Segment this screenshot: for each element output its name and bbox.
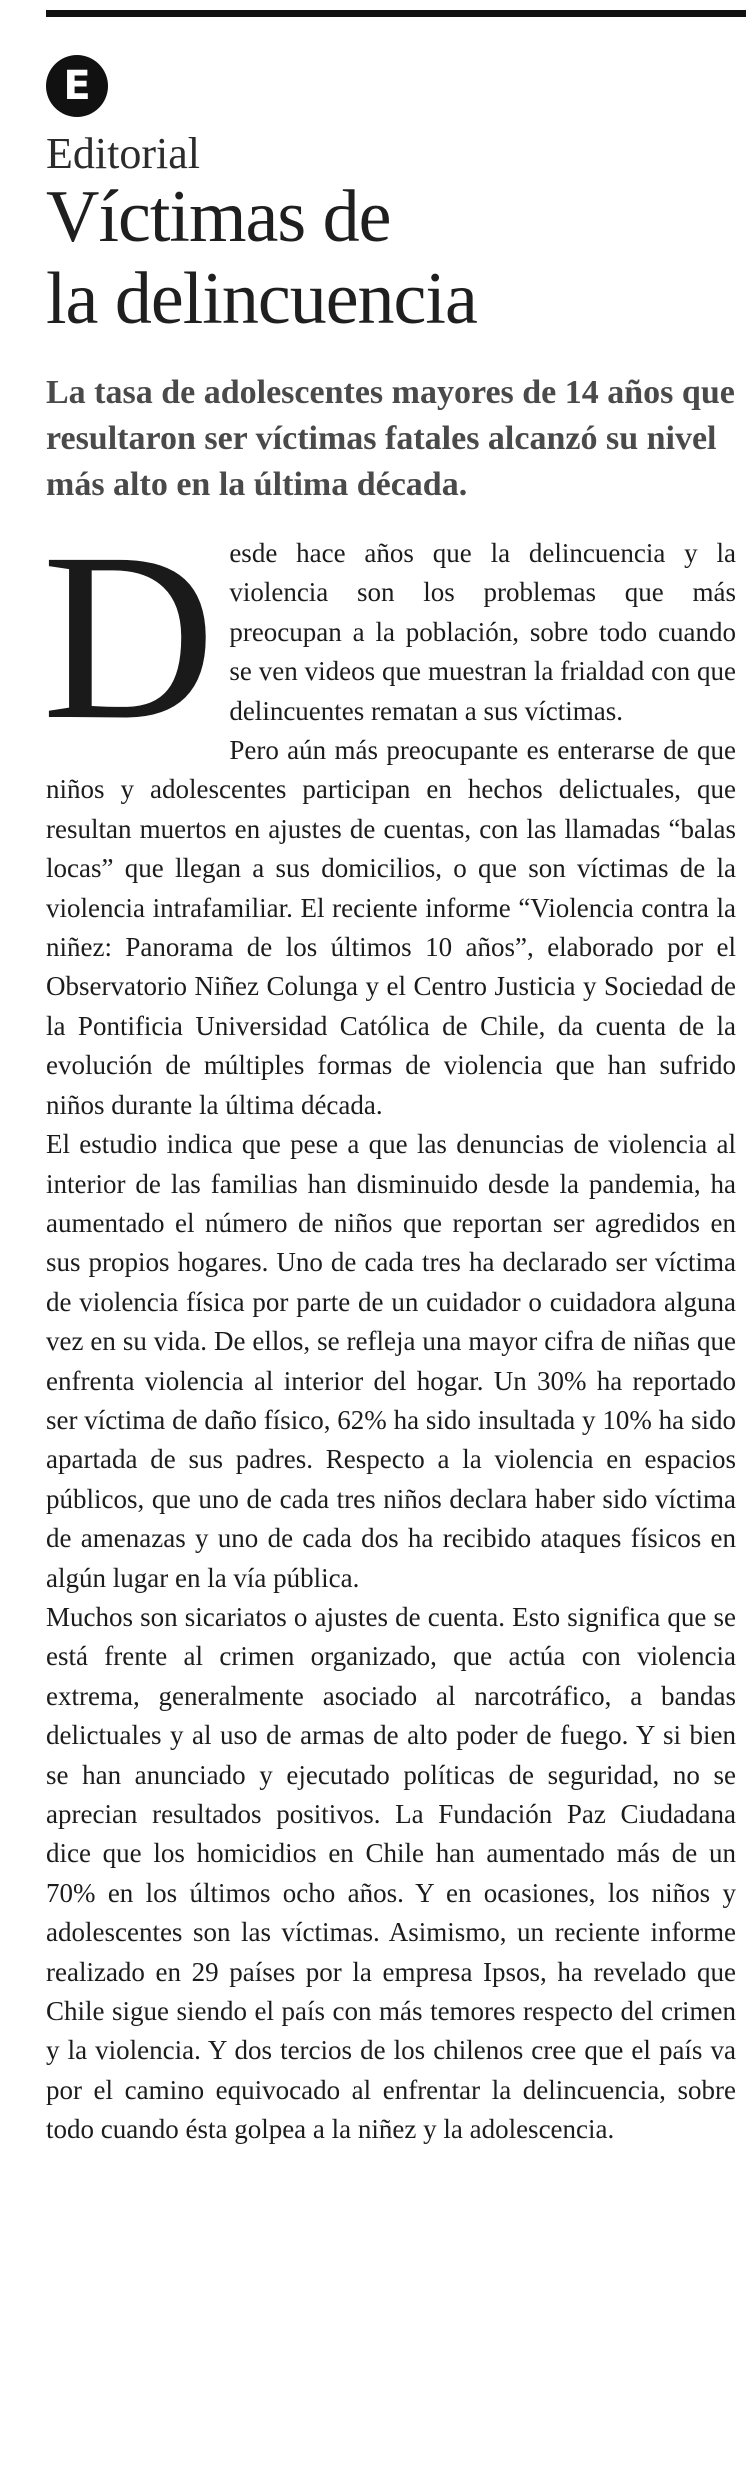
paragraph-1-text: esde hace años que la delincuencia y la violencia son los problemas que más preocupan a la población, sobre todo cuando se ven videos que muestran la frialdad con que delincuentes rematan a sus víctimas. [229,538,736,726]
headline [46,176,746,340]
headline-line-1: Víctimas de [46,176,391,258]
paragraph-3: El estudio indica que pese a que las denuncias de violencia al interior de las familias han disminuido desde la pandemia, ha aumentado el número de niños que reportan ser agredidos en sus propios hogares. Uno de cada tres ha declarado ser víctima de violencia física por parte de un cuidador o cuidadora alguna vez en su vida. De ellos, se refleja una mayor cifra de niñas que enfrenta violencia al interior del hogar. Un 30% ha reportado ser víctima de daño físico, 62% ha sido insultada y 10% ha sido apartada de sus padres. Respecto a la violencia en espacios públicos, que uno de cada tres niños declara haber sido víctima de amenazas y uno de cada dos ha recibido ataques físicos en algún lugar en la vía pública. [46,1129,736,1593]
dek-subheadline: La tasa de adolescentes mayores de 14 años que resultaron ser víctimas fatales alcanzó su nivel más alto en la última década. [46,374,735,503]
headline-line-2: la delincuencia [46,258,477,340]
paragraph-1 [42,503,736,769]
top-rule [46,10,746,17]
drop-cap: D [42,503,216,769]
section-badge: E [46,55,108,117]
section-label: Editorial [46,129,200,178]
paragraph-4: Muchos son sicariatos o ajustes de cuenta. Esto significa que se está frente al crimen organizado, que actúa con violencia extrema, generalmente asociado al narcotráfico, a bandas delictuales y al uso de armas de alto poder de fuego. Y si bien se han anunciado y ejecutado políticas de seguridad, no se aprecian resultados positivos. La Fundación Paz Ciudadana dice que los homicidios en Chile han aumentado más de un 70% en los últimos ocho años. Y en ocasiones, los niños y adolescentes son las víctimas. Asimismo, un reciente informe realizado en 29 países por la empresa Ipsos, ha revelado que Chile sigue siendo el país con más temores respecto del crimen y la violencia. Y dos tercios de los chilenos cree que el país va por el camino equivocado al enfrentar la delincuencia, sobre todo cuando ésta golpea a la niñez y la adolescencia. [46,1601,736,2145]
article-body [42,503,736,2150]
paragraph-2: Pero aún más preocupante es enterarse de que niños y adolescentes participan en hechos delictuales, que resultan muertos en ajustes de cuentas, con las llamadas “balas locas” que llegan a sus domicilios, o que son víctimas de la violencia intrafamiliar. El reciente informe “Violencia contra la niñez: Panorama de los últimos 10 años”, elaborado por el Observatorio Niñez Colunga y el Centro Justicia y Sociedad de la Pontificia Universidad Católica de Chile, da cuenta de la evolución de múltiples formas de violencia que han sufrido niños durante la última década. [46,735,736,1120]
